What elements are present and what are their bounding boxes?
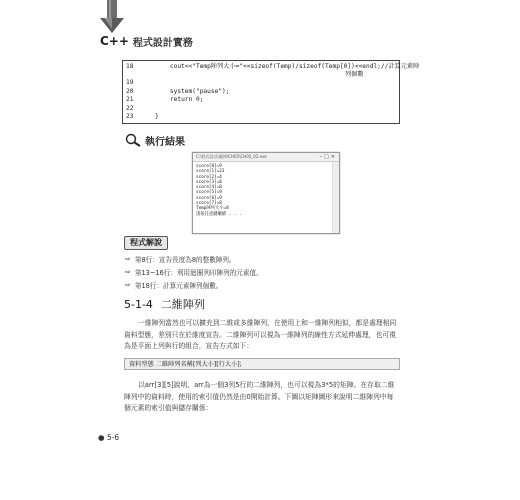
list-item (125, 265, 263, 278)
book-title: 程式設計實務 (132, 37, 193, 49)
code-line: } (155, 113, 159, 120)
list-item-text: 第13~16行：利用迴圈列印陣列的元素值。 (134, 268, 263, 277)
minimize-icon[interactable]: – (319, 154, 325, 160)
section-heading (124, 296, 205, 312)
window-controls (320, 153, 337, 161)
output-line: Temp陣列大小=8 (196, 206, 229, 212)
list-item-text: 第18行：計算元素陣列個數。 (134, 281, 223, 290)
line-number: 21 (126, 96, 134, 103)
line-number: 19 (126, 79, 134, 86)
console-output (196, 164, 242, 217)
explanation-label: 程式解說 (124, 236, 168, 250)
section-number: 5-1-4 (124, 298, 153, 311)
line-number: 18 (126, 63, 134, 70)
output-line: score[7]=8 (196, 201, 222, 207)
maximize-icon[interactable]: □ (324, 154, 331, 160)
section-title: 二維陣列 (160, 298, 205, 311)
code-line: system("pause"); (155, 88, 230, 95)
output-line: score[1]=23 (196, 169, 225, 175)
console-window (192, 152, 340, 234)
code-listing (122, 60, 420, 124)
run-result-label (125, 132, 185, 148)
code-line: cout<<"Temp陣列大小="<<sizeof(Temp)/sizeof(Temp[0])<<endl;//計算元素陣 (155, 63, 420, 70)
cpp-logo: C++ (100, 34, 129, 48)
arrow-right-icon: ⇨ (125, 280, 131, 289)
arrow-right-icon: ⇨ (125, 254, 131, 263)
code-comment-continued: 列個數 (345, 71, 364, 78)
list-item (125, 278, 263, 291)
run-result-title: 執行結果 (145, 136, 185, 148)
page-number-text: 5-6 (106, 433, 120, 442)
list-item (125, 252, 263, 265)
output-line: score[3]=8 (196, 179, 222, 185)
output-line: score[4]=8 (196, 185, 222, 191)
code-line: return 0; (155, 96, 204, 103)
line-number: 22 (126, 105, 134, 112)
line-number: 20 (126, 88, 134, 95)
line-number: 23 (126, 113, 134, 120)
output-line: score[0]=9 (196, 164, 222, 169)
output-line: 請按任意鍵繼續 . . . (196, 211, 242, 217)
output-line: score[6]=9 (196, 195, 222, 201)
down-arrow-logo-icon (100, 0, 124, 34)
magnifier-icon (125, 133, 143, 147)
arrow-right-icon: ⇨ (125, 267, 131, 276)
page-number: ● 5-6 (98, 433, 120, 442)
book-header (100, 34, 193, 48)
output-line: score[5]=9 (196, 190, 222, 196)
output-line: score[2]=4 (196, 174, 222, 180)
explanation-list (125, 252, 263, 291)
syntax-box: 資料型態 二維陣列名稱[列大小][行大小]; (124, 358, 400, 370)
close-icon[interactable]: × (330, 154, 337, 160)
scrollbar[interactable] (332, 162, 339, 233)
paragraph: 一維陣列當然也可以擴充到二維或多維陣列，在使用上和一維陣列相似，都是處理相同資料型態，差別只在於維度宣告。二維陣列可以視為一維陣列的線性方式延伸處理，也可視為是平面上列與行的組合，宣告方式如下： (124, 319, 397, 350)
console-title-bar (193, 153, 339, 162)
paragraph: 以arr[3][5]說明，arr為一個3列5行的二維陣列，也可以視為3*5的矩陣。在存取二維陣列中的資料時，使用的索引值仍然是由0開始計算。下圖以矩陣圖形來說明二維陣列中每個元素的索引值與儲存關係： (124, 381, 395, 412)
console-title: C:\程式設計\範例\CH05\CH05_02.exe (196, 154, 267, 159)
list-item-text: 第8行：宣告長度為8的整數陣列。 (134, 255, 236, 264)
